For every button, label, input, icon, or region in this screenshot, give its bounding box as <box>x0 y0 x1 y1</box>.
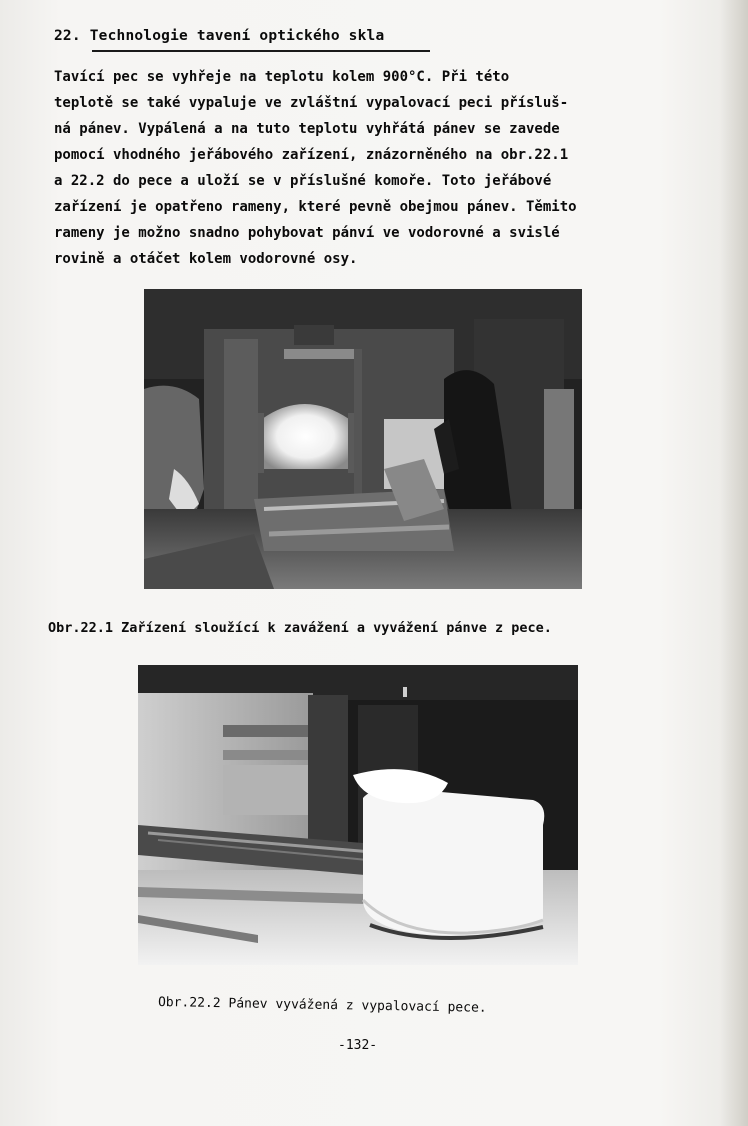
paragraph-line: rameny je možno snadno pohybovat pánví ve vodorovné a svislé <box>54 225 560 241</box>
paragraph-line: teplotě se také vypaluje ve zvláštní vypalovací peci přísluš- <box>54 95 569 111</box>
paragraph-line: Tavící pec se vyhřeje na teplotu kolem 900°C. Při této <box>54 69 510 85</box>
paragraph-line: pomocí vhodného jeřábového zařízení, znázorněného na obr.22.1 <box>54 147 569 163</box>
page-number: -132- <box>338 1038 378 1053</box>
paragraph-line: rovině a otáčet kolem vodorovné osy. <box>54 251 358 267</box>
paragraph-line: a 22.2 do pece a uloží se v příslušné komoře. Toto jeřábové <box>54 173 552 189</box>
page-edge-shadow <box>720 0 748 1126</box>
body-paragraph <box>54 64 694 272</box>
section-heading: 22. Technologie tavení optického skla <box>54 28 385 44</box>
paragraph-line: zařízení je opatřeno rameny, které pevně obejmou pánev. Těmito <box>54 199 577 215</box>
figure-caption: Obr.22.1 Zařízení sloužící k zavážení a vyvážení pánve z pece. <box>48 620 552 636</box>
heading-underline <box>92 50 430 52</box>
figure-furnace-crane-photo <box>144 289 582 589</box>
figure-crucible-pan-photo <box>138 665 578 965</box>
figure-caption: Obr.22.2 Pánev vyvážená z vypalovací pece. <box>157 995 487 1016</box>
paragraph-line: ná pánev. Vypálená a na tuto teplotu vyhřátá pánev se zavede <box>54 121 560 137</box>
